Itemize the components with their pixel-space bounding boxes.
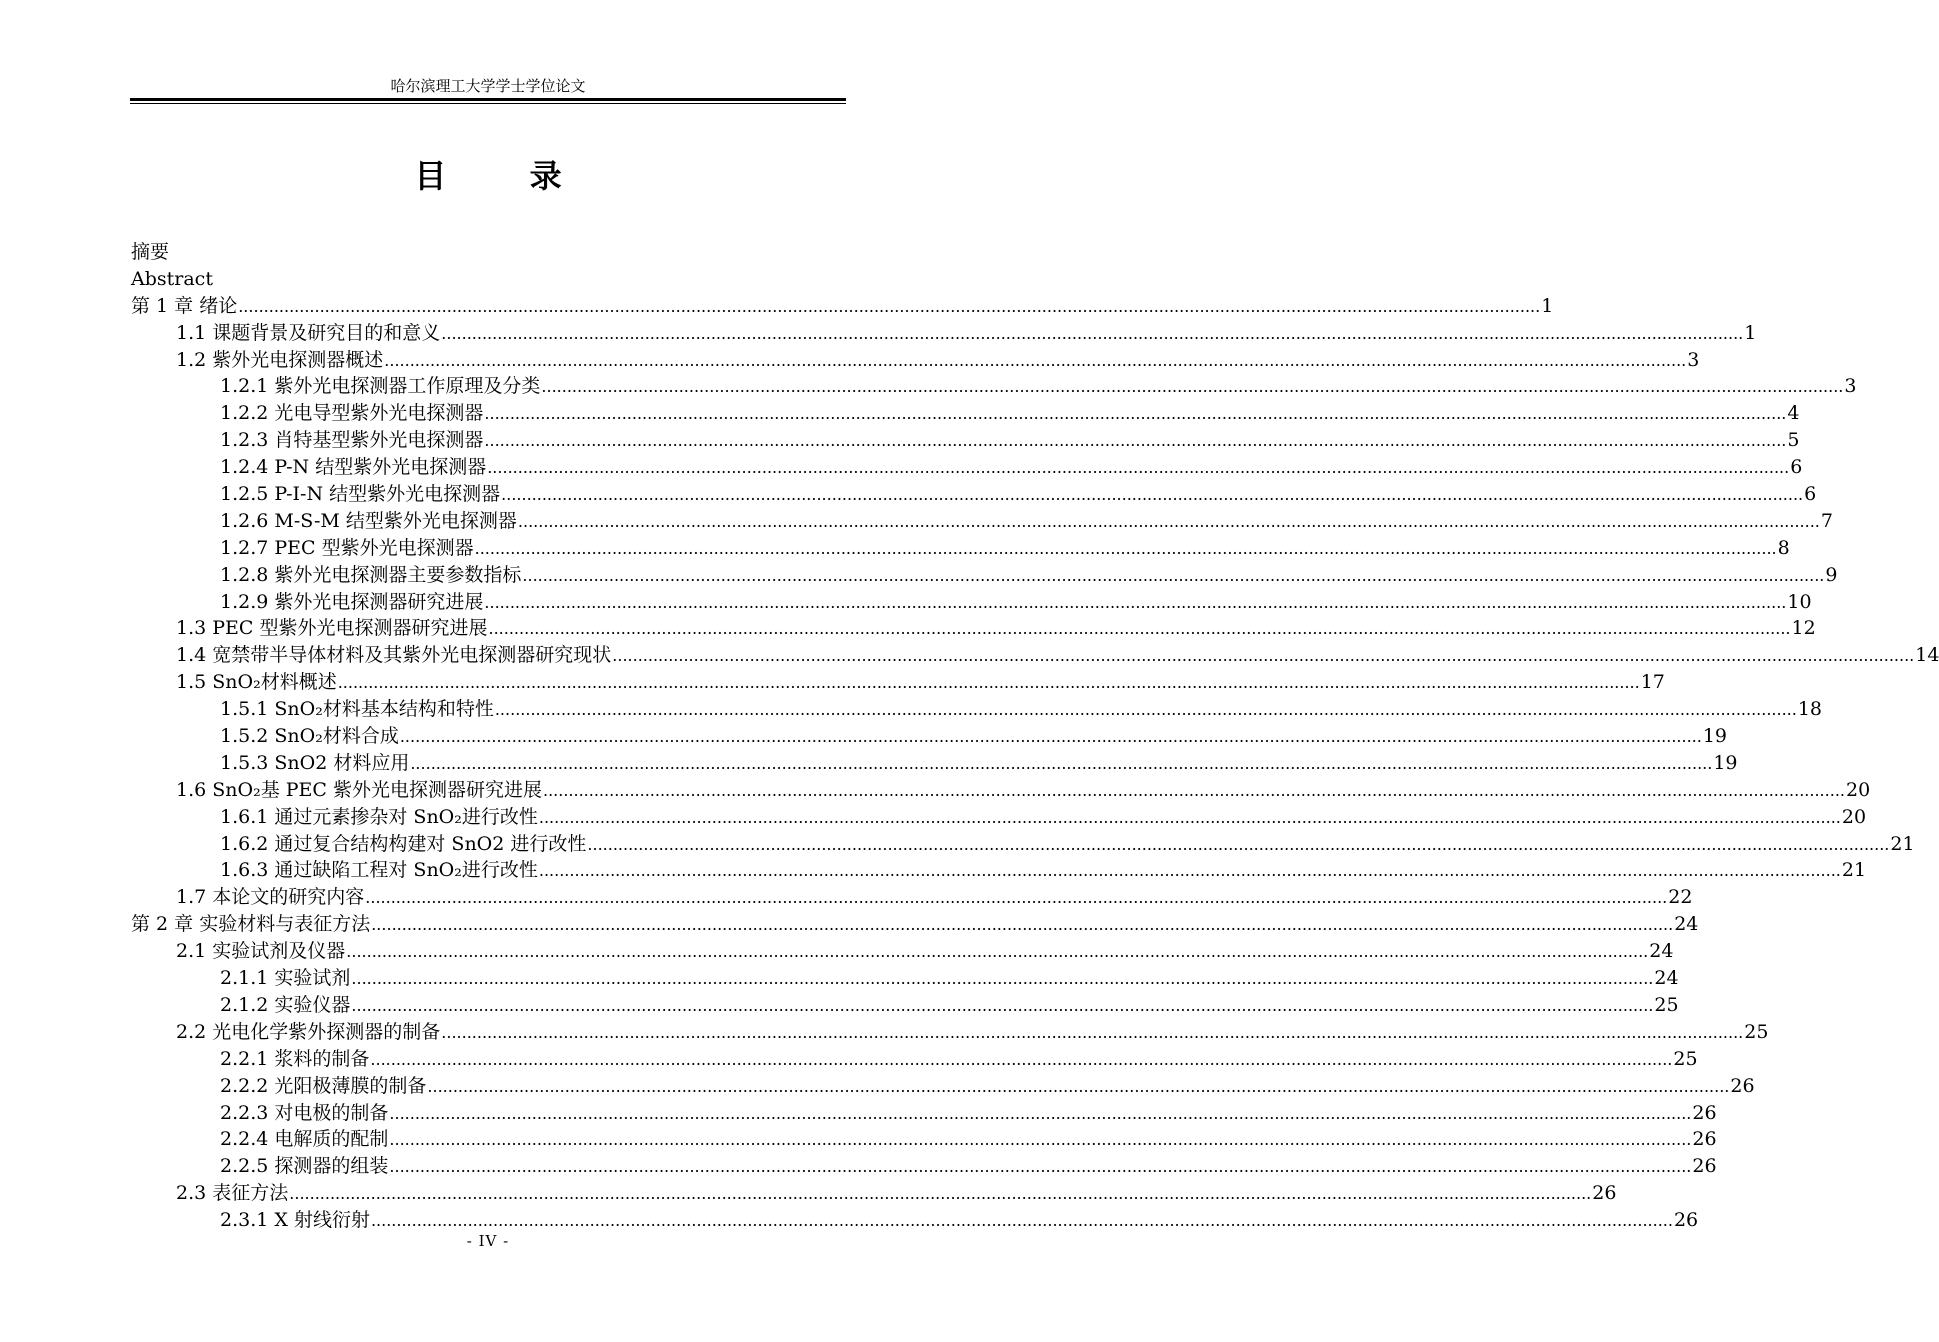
toc-entry-label: 2.3 表征方法 — [176, 1182, 289, 1205]
toc-entry-label: 第 1 章 绪论 — [131, 294, 238, 317]
toc-leader-dots — [489, 616, 1791, 643]
toc-entry[interactable] — [131, 562, 1838, 589]
toc-entry[interactable] — [131, 804, 1867, 831]
toc-entry[interactable] — [131, 373, 1857, 400]
toc-entry[interactable] — [131, 1180, 1617, 1207]
toc-entry[interactable] — [131, 911, 1699, 938]
toc-entry-label: 1.5.2 SnO₂材料合成 — [220, 725, 399, 748]
toc-leader-dots — [351, 993, 1653, 1020]
toc-entry[interactable] — [131, 750, 1738, 777]
toc-entry-label: 1.5.3 SnO2 材料应用 — [220, 751, 410, 774]
toc-entry-label: 1.2.1 紫外光电探测器工作原理及分类 — [220, 375, 541, 398]
toc-entry-page: 4 — [1787, 402, 1800, 425]
toc-entry-page: 25 — [1654, 993, 1679, 1016]
toc-entry-label: 2.1.1 实验试剂 — [220, 967, 351, 990]
toc-entry[interactable] — [131, 508, 1833, 535]
toc-entry-label: 1.2.8 紫外光电探测器主要参数指标 — [220, 563, 522, 586]
toc-leader-dots — [541, 374, 1843, 401]
toc-entry[interactable] — [131, 454, 1803, 481]
toc-entry-page: 20 — [1845, 778, 1871, 801]
toc-leader-dots — [484, 428, 1786, 455]
toc-entry-page: 7 — [1820, 509, 1833, 532]
toc-entry-label: 1.6.1 通过元素掺杂对 SnO₂进行改性 — [220, 805, 538, 828]
toc-leader-dots — [365, 885, 1667, 912]
toc-entry[interactable] — [131, 1153, 1717, 1180]
toc-entry-label: 2.2 光电化学紫外探测器的制备 — [176, 1020, 441, 1043]
toc-leader-dots — [346, 939, 1648, 966]
toc-leader-dots — [522, 563, 1824, 590]
toc-leader-dots — [370, 1047, 1672, 1074]
toc-leader-dots — [384, 348, 1686, 375]
toc-leader-dots — [539, 805, 1841, 832]
toc-entry-label: 2.2.2 光阳极薄膜的制备 — [220, 1074, 427, 1097]
toc-entry-label: 1.5.1 SnO₂材料基本结构和特性 — [220, 698, 494, 721]
toc-entry-label: 1.3 PEC 型紫外光电探测器研究进展 — [176, 617, 488, 640]
toc-entry-label: 1.5 SnO₂材料概述 — [176, 671, 337, 694]
toc-entry-page: 12 — [1791, 617, 1816, 640]
toc-entry-page: 26 — [1592, 1182, 1617, 1205]
toc-entry-label: 1.2.4 P-N 结型紫外光电探测器 — [220, 456, 487, 479]
toc-entry-label: 1.7 本论文的研究内容 — [176, 886, 365, 909]
toc-leader-dots — [338, 670, 1640, 697]
toc-entry-page: 14 — [1915, 644, 1939, 667]
toc-entry-label: 1.6 SnO₂基 PEC 紫外光电探测器研究进展 — [176, 778, 542, 801]
toc-leader-dots — [484, 401, 1786, 428]
toc-entry[interactable] — [131, 427, 1800, 454]
toc-entry-label: 2.3.1 X 射线衍射 — [220, 1209, 370, 1232]
toc-entry[interactable] — [131, 857, 1867, 884]
toc-entry[interactable] — [131, 1046, 1698, 1073]
toc-entry-label: 2.2.4 电解质的配制 — [220, 1128, 389, 1151]
toc-entry[interactable] — [131, 320, 1757, 347]
toc-entry[interactable] — [131, 831, 1915, 858]
toc-title: 目 录 — [414, 157, 598, 195]
toc-entry-label: 2.1 实验试剂及仪器 — [176, 940, 346, 963]
toc-entry-page: 26 — [1673, 1209, 1699, 1232]
toc-entry-page: 22 — [1668, 886, 1693, 909]
toc-entry-label: 1.2.3 肖特基型紫外光电探测器 — [220, 429, 484, 452]
toc-entry-page: 24 — [1654, 967, 1679, 990]
toc-entry[interactable] — [131, 992, 1679, 1019]
table-of-contents — [131, 239, 1939, 1234]
toc-leader-dots — [587, 832, 1889, 859]
toc-leader-dots — [351, 966, 1653, 993]
toc-leader-dots — [238, 294, 1540, 321]
toc-entry[interactable] — [131, 777, 1871, 804]
toc-leader-dots — [475, 536, 1777, 563]
toc-entry[interactable] — [131, 293, 1554, 320]
toc-entry[interactable] — [131, 696, 1823, 723]
toc-entry-page: 24 — [1649, 940, 1674, 963]
toc-entry-label: 第 2 章 实验材料与表征方法 — [131, 913, 371, 936]
toc-entry-page: 20 — [1841, 805, 1867, 828]
toc-entry[interactable] — [131, 723, 1728, 750]
toc-entry-page: 3 — [1844, 375, 1857, 398]
toc-entry[interactable] — [131, 1207, 1699, 1234]
toc-leader-dots — [495, 697, 1797, 724]
toc-entry-page: 19 — [1702, 725, 1728, 748]
toc-leader-dots — [487, 455, 1789, 482]
toc-entry-page: 5 — [1787, 429, 1800, 452]
toc-entry-page: 21 — [1890, 832, 1915, 855]
toc-entry[interactable] — [131, 965, 1679, 992]
toc-leader-dots — [389, 1127, 1691, 1154]
toc-leader-dots — [400, 724, 1702, 751]
toc-entry-label: 2.1.2 实验仪器 — [220, 993, 351, 1016]
toc-leader-dots — [484, 590, 1786, 617]
running-header: 哈尔滨理工大学学士学位论文 — [390, 77, 586, 95]
toc-entry-page: 6 — [1804, 483, 1817, 506]
toc-entry[interactable] — [131, 481, 1817, 508]
toc-entry[interactable] — [131, 884, 1693, 911]
toc-entry-label: 1.2 紫外光电探测器概述 — [176, 348, 384, 371]
toc-leader-dots — [518, 509, 1820, 536]
toc-entry-page: 26 — [1730, 1074, 1755, 1097]
toc-leader-dots — [441, 1020, 1743, 1047]
toc-entry[interactable] — [131, 400, 1800, 427]
toc-entry-label: 2.2.1 浆料的制备 — [220, 1047, 370, 1070]
toc-entry-page: 26 — [1692, 1101, 1717, 1124]
toc-leader-dots — [501, 482, 1803, 509]
toc-entry[interactable] — [131, 535, 1790, 562]
toc-entry-page: 1 — [1541, 294, 1554, 317]
toc-entry-label: 1.2.5 P-I-N 结型紫外光电探测器 — [220, 483, 501, 506]
toc-entry[interactable] — [131, 239, 847, 266]
toc-entry-label: 1.2.6 M-S-M 结型紫外光电探测器 — [220, 509, 517, 532]
toc-entry-label: 1.2.2 光电导型紫外光电探测器 — [220, 402, 484, 425]
toc-entry-page: 21 — [1841, 859, 1867, 882]
toc-entry[interactable] — [131, 1126, 1717, 1153]
toc-entry-page: 26 — [1692, 1128, 1717, 1151]
toc-entry-page: 17 — [1640, 671, 1665, 694]
toc-leader-dots — [371, 912, 1673, 939]
toc-entry-label: 2.2.5 探测器的组装 — [220, 1155, 389, 1178]
toc-entry-label: 1.2.9 紫外光电探测器研究进展 — [220, 590, 484, 613]
page-number: - IV - — [466, 1232, 510, 1250]
toc-leader-dots — [539, 858, 1841, 885]
toc-leader-dots — [612, 643, 1914, 670]
toc-entry-label: 1.6.2 通过复合结构构建对 SnO2 进行改性 — [220, 832, 587, 855]
toc-entry-page: 26 — [1692, 1155, 1717, 1178]
toc-entry[interactable] — [131, 615, 1816, 642]
toc-entry-page: 10 — [1787, 590, 1812, 613]
toc-entry-page: 1 — [1744, 321, 1757, 344]
toc-entry-page: 24 — [1674, 913, 1699, 936]
toc-entry-label: 1.1 课题背景及研究目的和意义 — [176, 321, 441, 344]
toc-entry-page: 25 — [1673, 1047, 1698, 1070]
toc-entry[interactable] — [131, 642, 1939, 669]
toc-entry[interactable] — [131, 347, 1700, 374]
toc-leader-dots — [410, 751, 1712, 778]
toc-entry-page: 8 — [1777, 536, 1790, 559]
toc-leader-dots — [289, 1181, 1591, 1208]
toc-entry[interactable] — [131, 938, 1674, 965]
toc-entry-page: 3 — [1687, 348, 1700, 371]
header-rule-thick — [130, 98, 846, 101]
toc-leader-dots — [389, 1154, 1691, 1181]
toc-leader-dots — [543, 778, 1845, 805]
toc-entry[interactable] — [131, 1019, 1769, 1046]
toc-entry-page: 19 — [1713, 751, 1738, 774]
toc-entry-label: 1.6.3 通过缺陷工程对 SnO₂进行改性 — [220, 859, 538, 882]
toc-entry-label: 1.4 宽禁带半导体材料及其紫外光电探测器研究现状 — [176, 644, 612, 667]
toc-entry-page: 18 — [1797, 698, 1823, 721]
toc-leader-dots — [427, 1074, 1729, 1101]
toc-leader-dots — [389, 1101, 1691, 1128]
toc-entry[interactable] — [131, 589, 1812, 616]
toc-entry-label: 2.2.3 对电极的制备 — [220, 1101, 389, 1124]
toc-entry-page: 6 — [1790, 456, 1803, 479]
toc-entry-label: 1.2.7 PEC 型紫外光电探测器 — [220, 536, 474, 559]
toc-entry-label: Abstract — [131, 267, 213, 290]
toc-leader-dots — [441, 321, 1743, 348]
toc-entry[interactable] — [131, 266, 847, 293]
header-rule-thin — [130, 103, 846, 104]
toc-entry[interactable] — [131, 669, 1665, 696]
toc-entry[interactable] — [131, 1100, 1717, 1127]
toc-entry-label: 摘要 — [131, 241, 170, 263]
toc-entry[interactable] — [131, 1073, 1755, 1100]
toc-entry-page: 25 — [1744, 1020, 1769, 1043]
toc-entry-page: 9 — [1825, 563, 1838, 586]
